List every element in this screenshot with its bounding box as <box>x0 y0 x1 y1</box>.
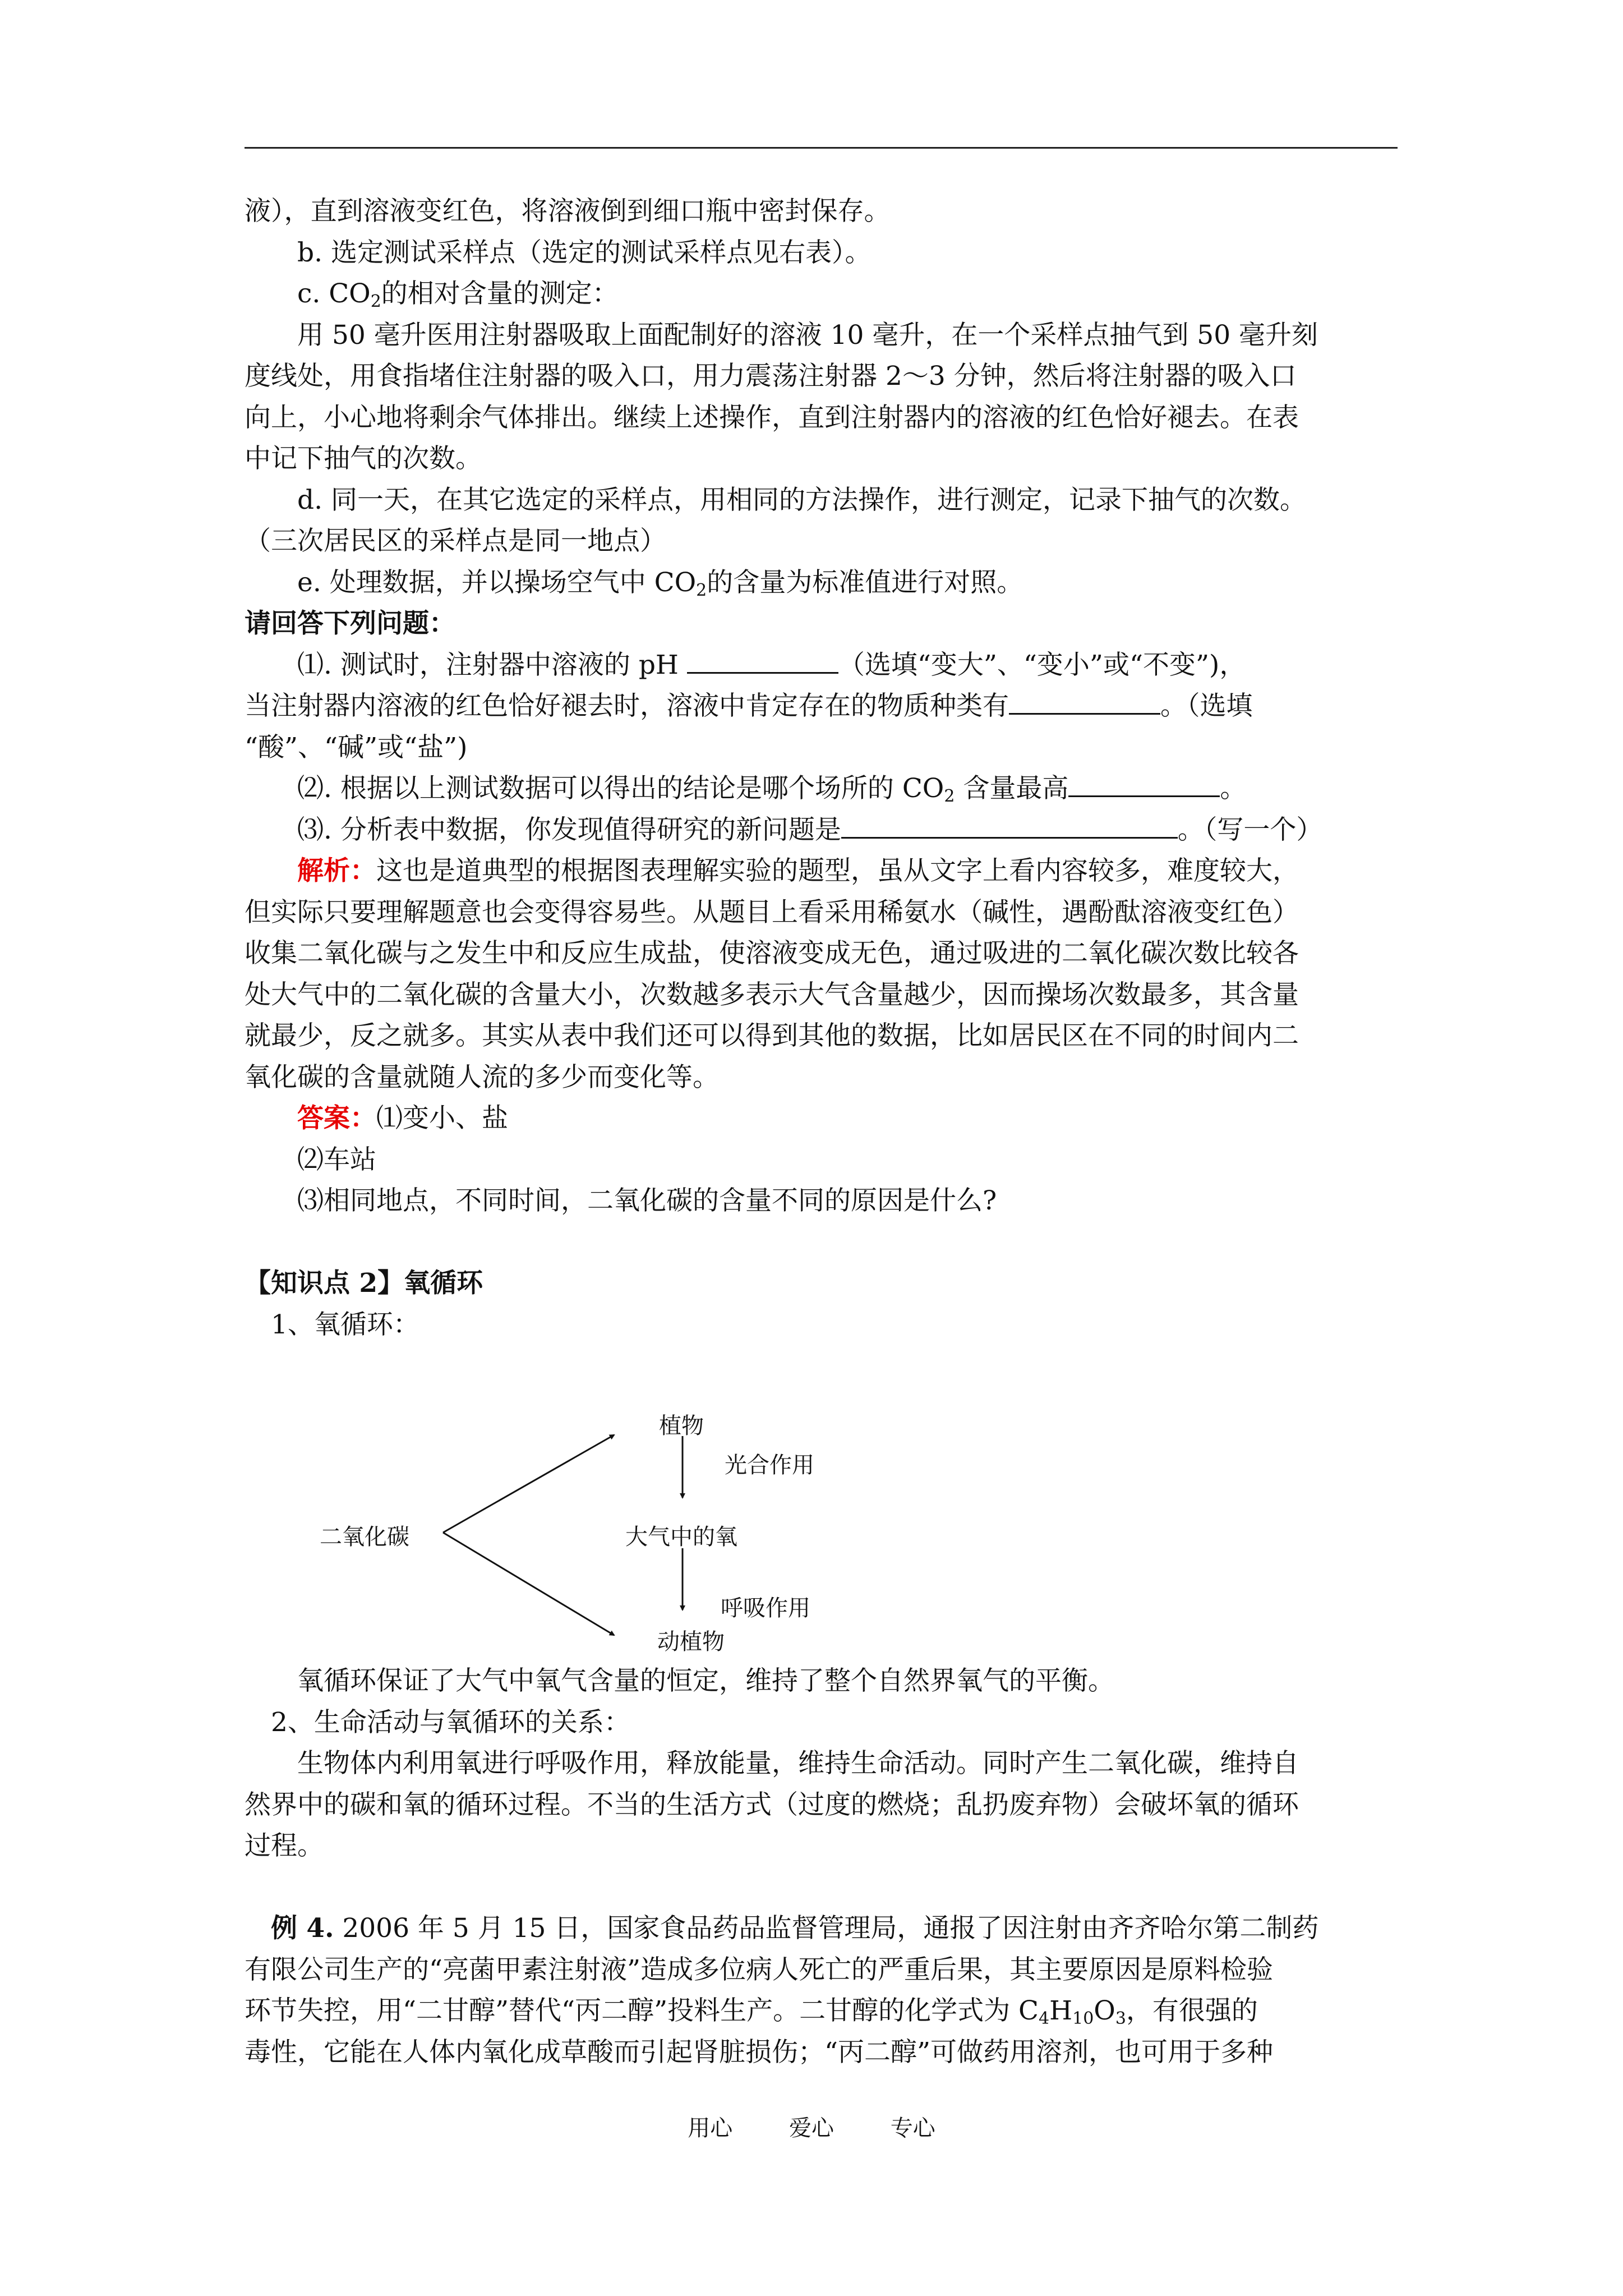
text-line: 就最少，反之就多。其实从表中我们还可以得到其他的数据，比如居民区在不同的时间内二 <box>245 1020 1299 1051</box>
page-body <box>245 191 1400 1345</box>
text-line: 毒性，它能在人体内氧化成草酸而引起肾脏损伤；“丙二醇”可做药用溶剂，也可用于多种 <box>245 2036 1274 2068</box>
example-label: 例 4. <box>271 1913 334 1944</box>
answer: 答案：⑴变小、盐 <box>297 1103 508 1134</box>
questions-heading: 请回答下列问题： <box>245 608 455 639</box>
text-line: 向上，小心地将剩余气体排出。继续上述操作，直到注射器内的溶液的红色恰好褪去。在表 <box>245 402 1299 433</box>
question-2: ⑵. 根据以上测试数据可以得出的结论是哪个场所的 $CO_2$ 含量最高 。 <box>245 768 1400 809</box>
section-heading: 【知识点 2】氧循环 <box>245 1268 483 1299</box>
step-b: b. 选定测试采样点（选定的测试采样点见右表）。 <box>297 237 872 268</box>
step-c: c. $CO_2$的相对含量的测定： <box>297 278 619 311</box>
text-line: 收集二氧化碳与之发生中和反应生成盐，使溶液变成无色，通过吸进的二氧化碳次数比较各 <box>245 938 1299 969</box>
text-line: 液），直到溶液变红色，将溶液倒到细口瓶中密封保存。 <box>245 196 891 227</box>
page-footer <box>0 2110 1623 2142</box>
answer-blank <box>841 812 1178 839</box>
step-d: d. 同一天，在其它选定的采样点，用相同的方法操作，进行测定，记录下抽气的次数。 <box>297 484 1306 516</box>
text-line: 用 50 毫升医用注射器吸取上面配制好的溶液 10 毫升，在一个采样点抽气到 50 毫升刻 <box>297 319 1318 351</box>
text-line: 中记下抽气的次数。 <box>245 443 482 474</box>
question-3: ⑶. 分析表中数据，你发现值得研究的新问题是 。（写一个） <box>245 809 1400 851</box>
text-line: 生物体内利用氧进行呼吸作用，释放能量，维持生命活动。同时产生二氧化碳，维持自 <box>297 1748 1299 1779</box>
text-line: 过程。 <box>245 1830 324 1861</box>
label-animals-plants: 动植物 <box>657 1629 725 1655</box>
answer-blank <box>1009 688 1160 715</box>
text-line: 氧循环保证了大气中氧气含量的恒定，维持了整个自然界氧气的平衡。 <box>297 1665 1114 1696</box>
answer-3: ⑶相同地点，不同时间，二氧化碳的含量不同的原因是什么? <box>297 1185 997 1216</box>
text-line: （三次居民区的采样点是同一地点） <box>245 526 666 556</box>
analysis-label: 解析： <box>297 855 376 886</box>
oxygen-cycle-diagram <box>303 1397 864 1655</box>
text-line: 环节失控，用“二甘醇”替代“丙二醇”投料生产。二甘醇的化学式为 $C_4H_{10}O_3$，有很强的 <box>245 1995 1258 2028</box>
answer-blank <box>687 647 838 674</box>
label-atmospheric-oxygen: 大气中的氧 <box>625 1524 737 1550</box>
text-line: 氧化碳的含量就随人流的多少而变化等。 <box>245 1061 719 1093</box>
answer-blank <box>1068 771 1220 797</box>
footer-text: 爱心 <box>789 2115 834 2141</box>
step-e: e. 处理数据，并以操场空气中 $CO_2$的含量为标准值进行对照。 <box>297 567 1023 600</box>
page-body-lower <box>245 1660 1400 2073</box>
subheading-oxygen-cycle: 1、氧循环： <box>271 1309 419 1340</box>
label-photosynthesis: 光合作用 <box>725 1452 814 1478</box>
footer-text: 用心 <box>688 2115 733 2141</box>
analysis: 解析：这也是道典型的根据图表理解实验的题型，虽从文字上看内容较多，难度较大， <box>297 855 1299 886</box>
answer-label: 答案： <box>297 1103 376 1134</box>
label-co2: 二氧化碳 <box>320 1524 409 1550</box>
answer-2: ⑵车站 <box>297 1144 376 1175</box>
text-line: 有限公司生产的“亮菌甲素注射液”造成多位病人死亡的严重后果，其主要原因是原料检验 <box>245 1954 1274 1985</box>
text-line: 当注射器内溶液的红色恰好褪去时，溶液中肯定存在的物质种类有 。（选填 <box>245 685 1400 727</box>
text-line: 但实际只要理解题意也会变得容易些。从题目上看采用稀氨水（碱性，遇酚酞溶液变红色） <box>245 896 1299 928</box>
text-line: 然界中的碳和氧的循环过程。不当的生活方式（过度的燃烧；乱扔废弃物）会破坏氧的循环 <box>245 1789 1299 1820</box>
header-rule <box>245 147 1398 149</box>
subheading-life-activity: 2、生命活动与氧循环的关系： <box>271 1706 630 1738</box>
text-line: 度线处，用食指堵住注射器的吸入口，用力震荡注射器 2～3 分钟，然后将注射器的吸入口 <box>245 361 1297 392</box>
question-1: ⑴. 测试时，注射器中溶液的 pH （选填“变大”、“变小”或“不变”)， <box>245 645 1400 686</box>
footer-text: 专心 <box>890 2115 935 2141</box>
label-respiration: 呼吸作用 <box>721 1595 810 1621</box>
label-plant: 植物 <box>659 1413 704 1439</box>
text-line: “酸”、“碱”或“盐”) <box>245 731 468 763</box>
example-4: 例 4. 2006 年 5 月 15 日，国家食品药品监督管理局，通报了因注射由齐齐哈尔第二制药 <box>271 1913 1319 1944</box>
text-line: 处大气中的二氧化碳的含量大小，次数越多表示大气含量越少，因而操场次数最多，其含量 <box>245 979 1299 1010</box>
